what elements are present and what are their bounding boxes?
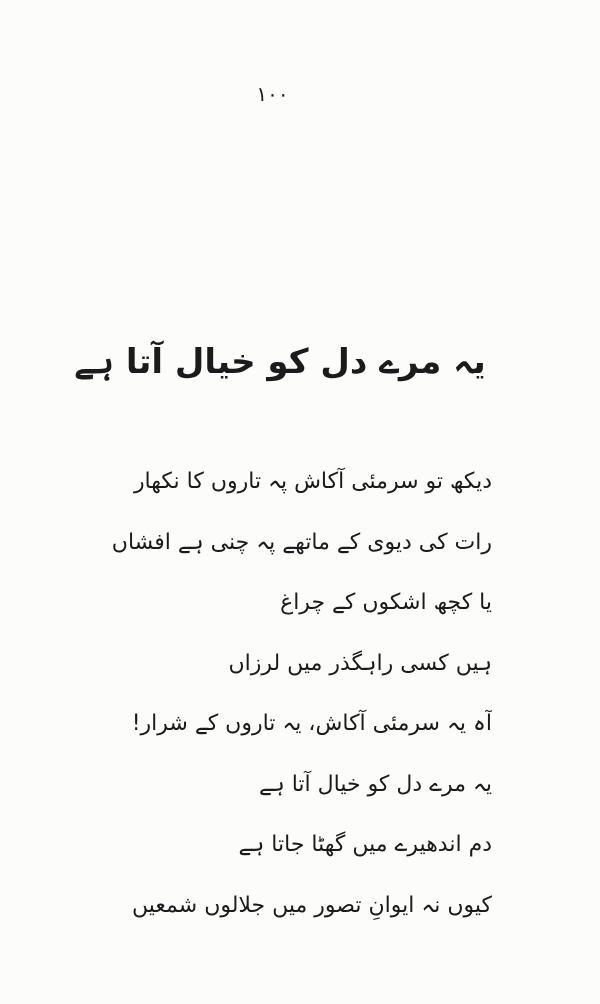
poem-line: ہیں کسی راہگذر میں لرزاں <box>228 650 492 676</box>
poem-line: یا کچھ اشکوں کے چراغ <box>280 590 492 615</box>
poem-line: دم اندھیرے میں گھٹا جاتا ہے <box>238 832 492 857</box>
poem-line: آہ یہ سرمئی آکاش، یہ تاروں کے شرار! <box>131 711 492 736</box>
poem-line: رات کی دیوی کے ماتھے پہ چنی ہے افشاں <box>112 529 492 555</box>
page-number: ۱۰۰ <box>256 82 289 106</box>
poem-line: کیوں نہ ایوانِ تصور میں جلالوں شمعیں <box>132 892 492 918</box>
poem-body <box>112 452 492 936</box>
poem-title: یہ مرے دل کو خیال آتا ہے <box>74 342 486 382</box>
poem-line: دیکھ تو سرمئی آکاش پہ تاروں کا نکھار <box>133 469 492 494</box>
poem-line: یہ مرے دل کو خیال آتا ہے <box>258 771 492 797</box>
